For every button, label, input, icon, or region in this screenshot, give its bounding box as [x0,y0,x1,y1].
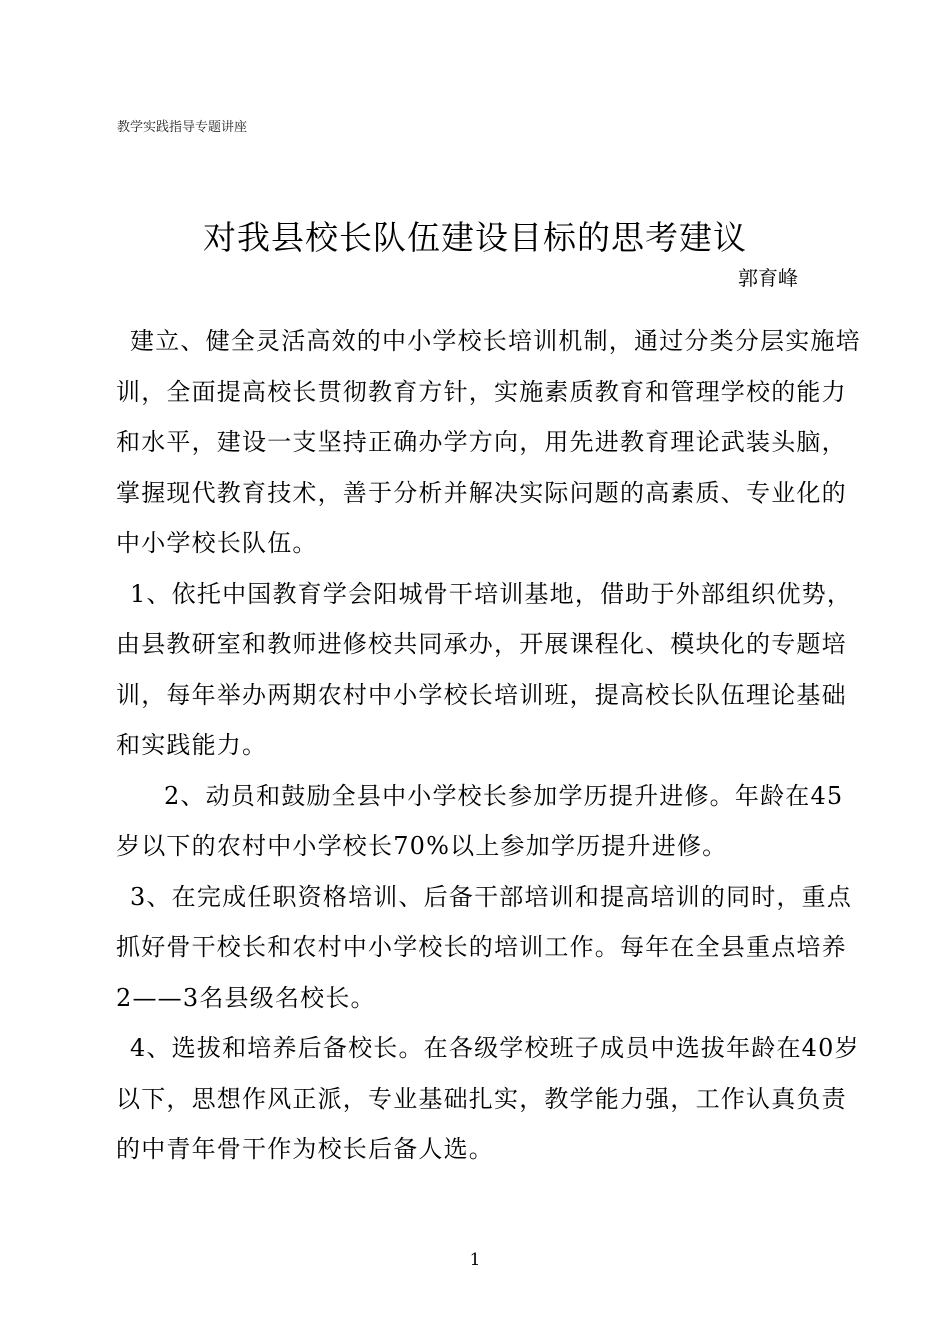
paragraph-item-3: 3、在完成任职资格培训、后备干部培训和提高培训的同时，重点抓好骨干校长和农村中小学校长的培训工作。每年在全县重点培养2——3名县级名校长。 [116,882,853,1012]
page-number: 1 [469,1250,481,1270]
header-note: 教学实践指导专题讲座 [117,120,248,135]
paragraph-intro: 建立、健全灵活高效的中小学校长培训机制，通过分类分层实施培训，全面提高校长贯彻教育方针，实施素质教育和管理学校的能力和水平，建设一支坚持正确办学方向，用先进教育理论武装头脑，掌握现代教育技术，善于分析并解决实际问题的高素质、专业化的中小学校长队伍。 [116,327,861,557]
paragraph-item-1: 1、依托中国教育学会阳城骨干培训基地，借助于外部组织优势，由县教研室和教师进修校共同承办，开展课程化、模块化的专题培训，每年举办两期农村中小学校长培训班，提高校长队伍理论基础和实践能力。 [116,579,853,759]
document-title: 对我县校长队伍建设目标的思考建议 [203,218,747,257]
paragraph-item-4: 4、选拔和培养后备校长。在各级学校班子成员中选拔年龄在40岁以下，思想作风正派，专业基础扎实，教学能力强，工作认真负责的中青年骨干作为校长后备人选。 [116,1034,860,1163]
document-body [116,316,861,1175]
author-name: 郭育峰 [738,266,798,290]
paragraph-item-2: 2、动员和鼓励全县中小学校长参加学历提升进修。年龄在45岁以下的农村中小学校长70%以上参加学历提升进修。 [116,781,844,860]
